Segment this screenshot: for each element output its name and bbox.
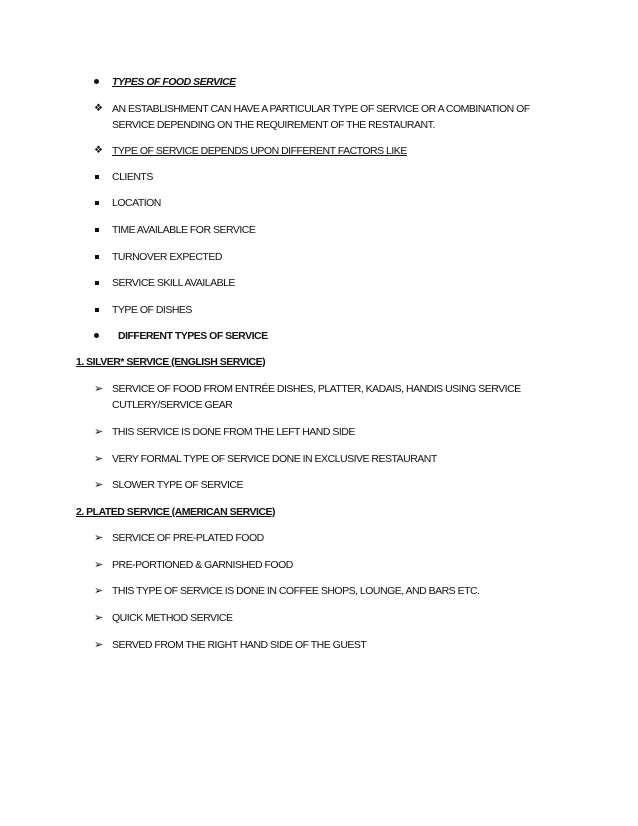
diamond-bullet-icon: ❖ xyxy=(94,145,103,156)
square-bullet-icon xyxy=(95,228,99,232)
list-item: SERVICE OF FOOD FROM ENTRÉE DISHES, PLATTER, KADAIS, HANDIS USING SERVICE xyxy=(112,383,521,395)
heading-types-of-food-service: TYPES OF FOOD SERVICE xyxy=(112,76,236,88)
list-item: THIS SERVICE IS DONE FROM THE LEFT HAND SIDE xyxy=(112,426,355,438)
arrow-bullet-icon: ➢ xyxy=(94,532,104,544)
factors-heading: TYPE OF SERVICE DEPENDS UPON DIFFERENT FACTORS LIKE xyxy=(112,145,407,157)
bullet-dot xyxy=(94,79,99,84)
paragraph-line: AN ESTABLISHMENT CAN HAVE A PARTICULAR TYPE OF SERVICE OR A COMBINATION OF xyxy=(112,103,530,115)
list-item: TURNOVER EXPECTED xyxy=(112,251,222,263)
list-item: PRE-PORTIONED & GARNISHED FOOD xyxy=(112,559,293,571)
list-item: SERVED FROM THE RIGHT HAND SIDE OF THE GUEST xyxy=(112,639,367,651)
list-item: SERVICE OF PRE-PLATED FOOD xyxy=(112,532,264,544)
arrow-bullet-icon: ➢ xyxy=(94,559,104,571)
bullet-dot xyxy=(94,333,99,338)
list-item: SERVICE SKILL AVAILABLE xyxy=(112,277,235,289)
list-item: TIME AVAILABLE FOR SERVICE xyxy=(112,224,256,236)
paragraph-line: SERVICE DEPENDING ON THE REQUIREMENT OF THE RESTAURANT. xyxy=(112,119,435,131)
section-heading-silver-service: 1. SILVER* SERVICE (ENGLISH SERVICE) xyxy=(76,356,266,368)
heading-different-types: DIFFERENT TYPES OF SERVICE xyxy=(118,330,268,342)
list-item-continuation: CUTLERY/SERVICE GEAR xyxy=(112,399,233,411)
arrow-bullet-icon: ➢ xyxy=(94,383,104,395)
arrow-bullet-icon: ➢ xyxy=(94,453,104,465)
arrow-bullet-icon: ➢ xyxy=(94,585,104,597)
list-item: LOCATION xyxy=(112,197,161,209)
list-item: VERY FORMAL TYPE OF SERVICE DONE IN EXCLUSIVE RESTAURANT xyxy=(112,453,437,465)
list-item: CLIENTS xyxy=(112,171,153,183)
square-bullet-icon xyxy=(95,255,99,259)
arrow-bullet-icon: ➢ xyxy=(94,612,104,624)
square-bullet-icon xyxy=(95,201,99,205)
arrow-bullet-icon: ➢ xyxy=(94,639,104,651)
list-item: SLOWER TYPE OF SERVICE xyxy=(112,479,243,491)
arrow-bullet-icon: ➢ xyxy=(94,426,104,438)
list-item: THIS TYPE OF SERVICE IS DONE IN COFFEE SHOPS, LOUNGE, AND BARS ETC. xyxy=(112,585,480,597)
list-item: QUICK METHOD SERVICE xyxy=(112,612,233,624)
square-bullet-icon xyxy=(95,308,99,312)
section-heading-plated-service: 2. PLATED SERVICE (AMERICAN SERVICE) xyxy=(76,506,276,518)
square-bullet-icon xyxy=(95,281,99,285)
diamond-bullet-icon: ❖ xyxy=(94,103,103,114)
list-item: TYPE OF DISHES xyxy=(112,304,192,316)
square-bullet-icon xyxy=(95,175,99,179)
arrow-bullet-icon: ➢ xyxy=(94,479,104,491)
